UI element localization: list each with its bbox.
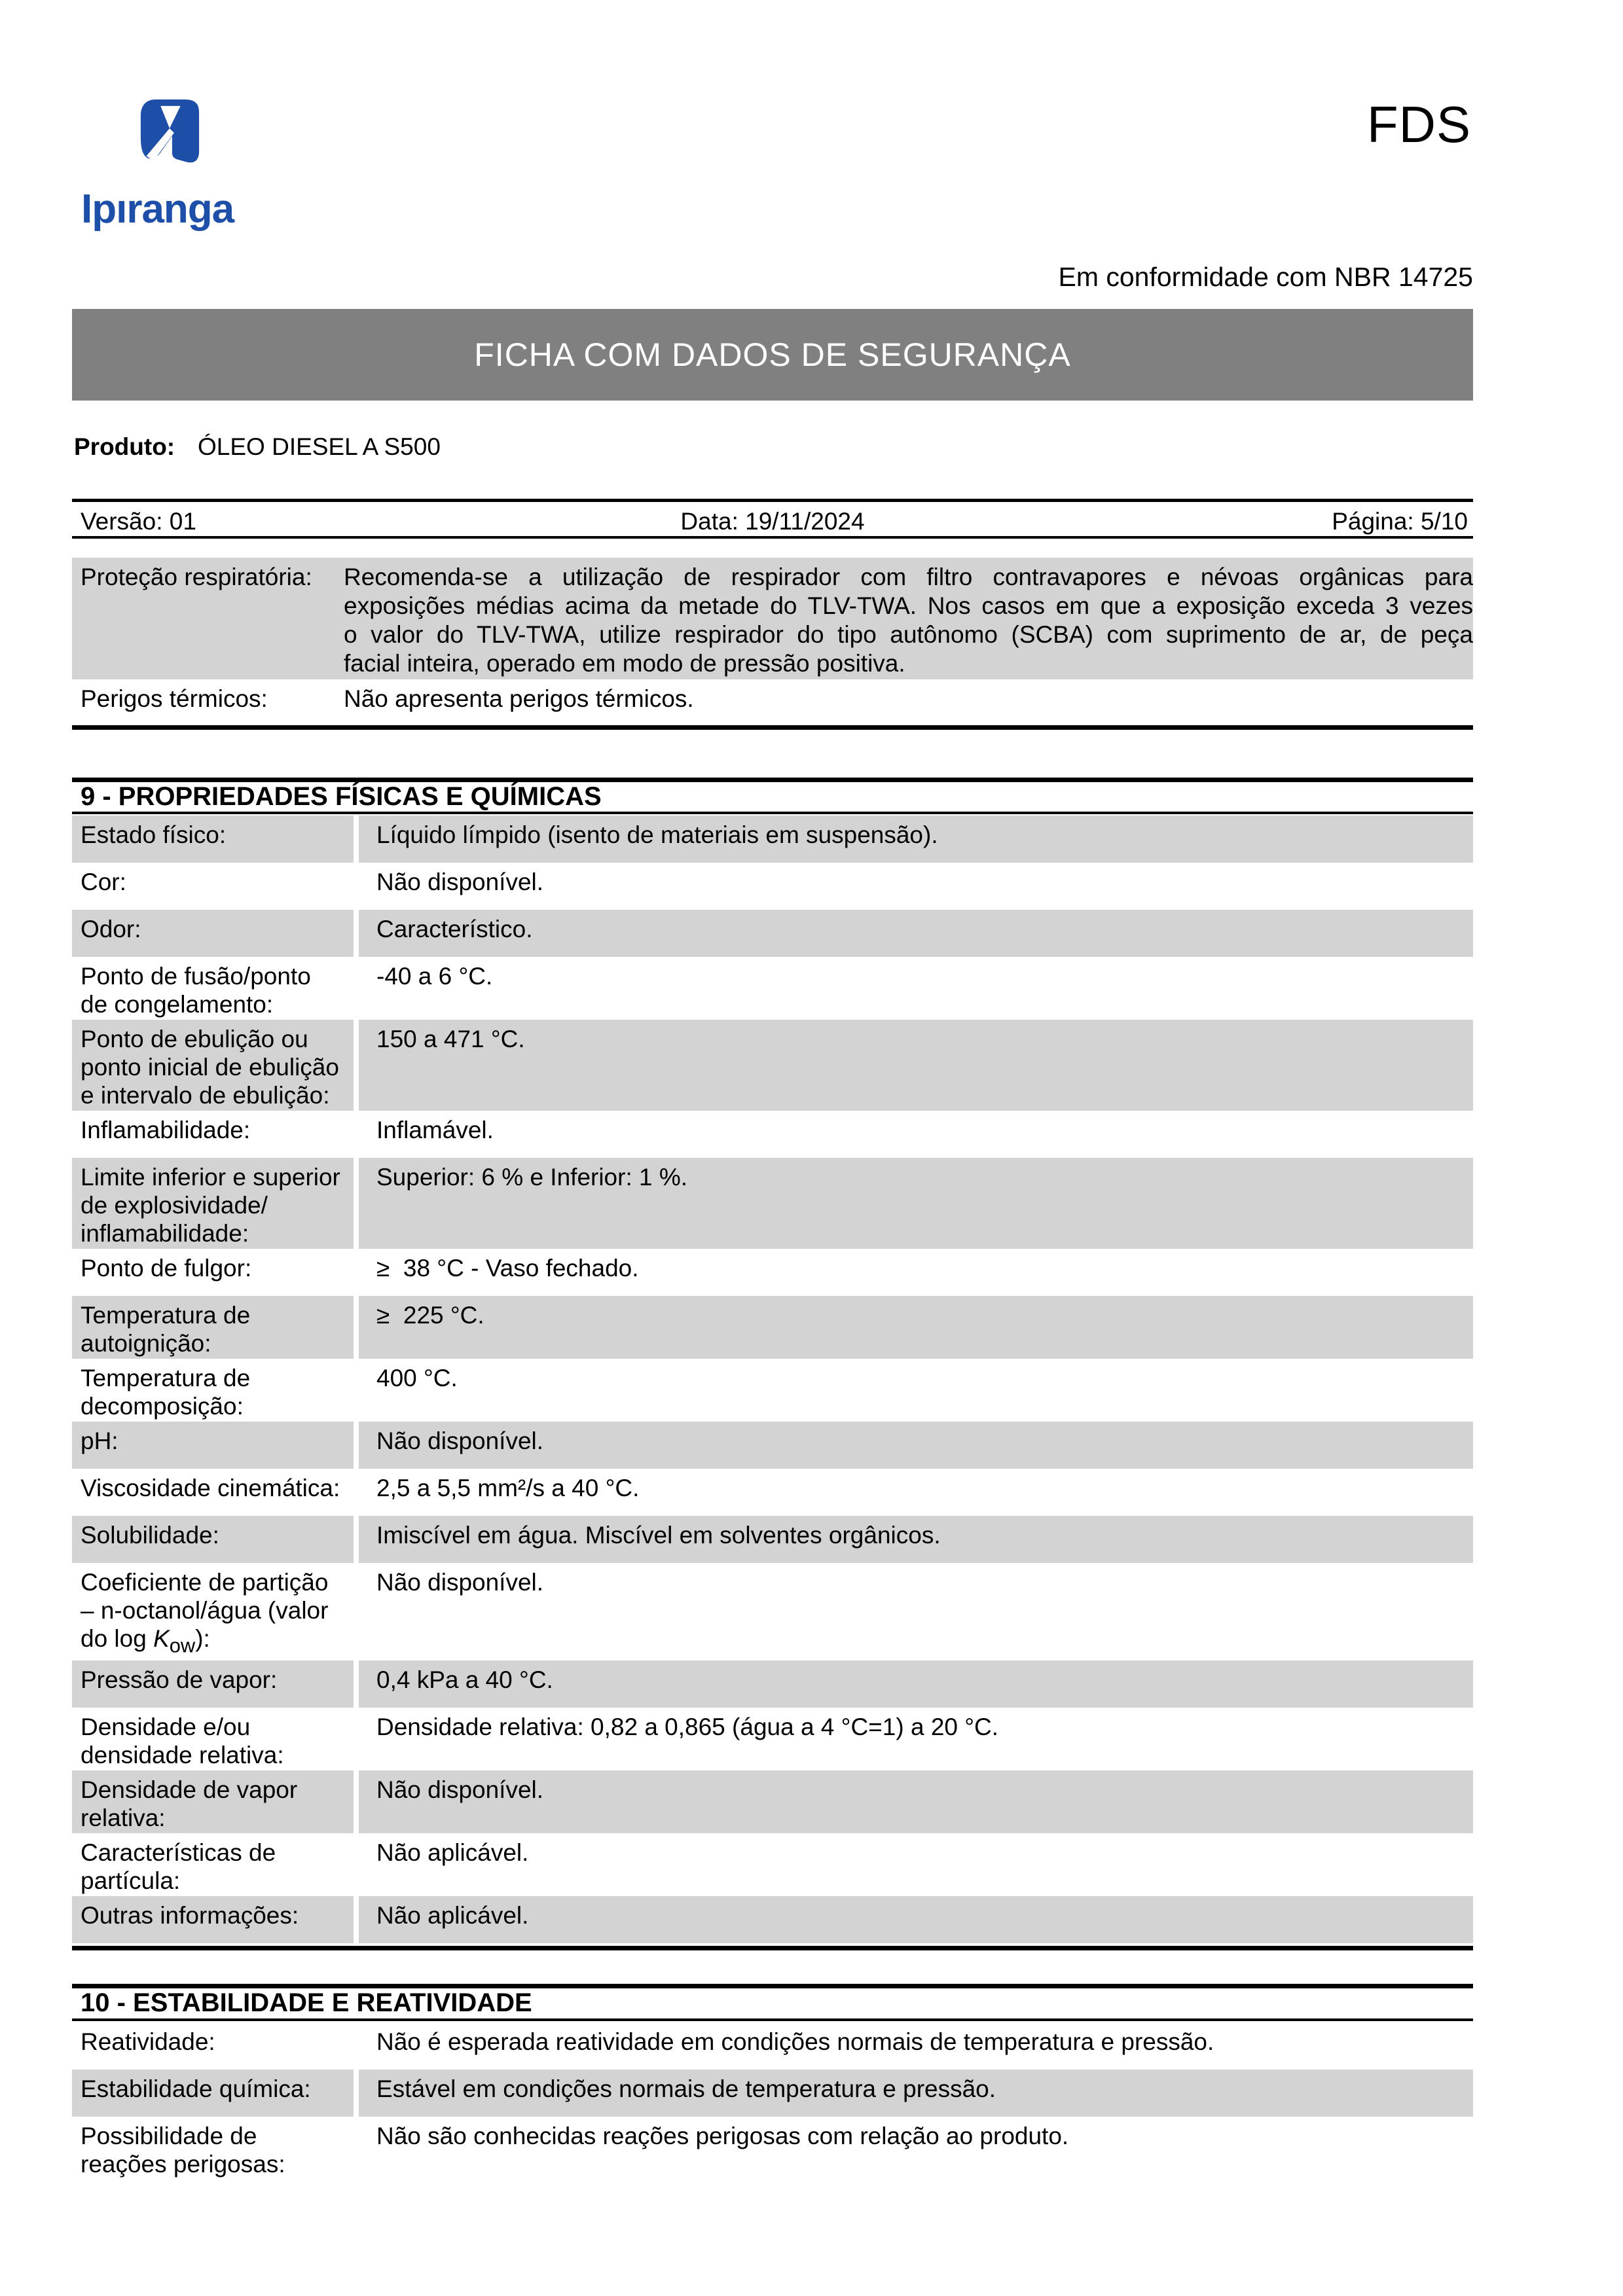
property-row (72, 1111, 1473, 1158)
property-row (72, 1833, 1473, 1896)
property-label: Odor: (72, 910, 354, 957)
property-value: Estável em condições normais de temperatura e pressão. (359, 2070, 1473, 2117)
property-label: Estado físico: (72, 816, 354, 863)
property-value: Característico. (359, 910, 1473, 957)
section-end-rule (72, 725, 1473, 730)
column-divider (354, 1111, 359, 1158)
property-value: ≥ 38 °C - Vaso fechado. (376, 1255, 639, 1282)
stability-reactivity-table (72, 2022, 1473, 2179)
column-divider (354, 1249, 359, 1296)
column-divider (354, 1516, 359, 1563)
property-value: Imiscível em água. Miscível em solventes orgânicos. (359, 1516, 1473, 1563)
value-line: exposições médias acima da metade do TLV-TWA. Nos casos em que a exposição exceda 3 vezes (344, 592, 1473, 619)
property-row (72, 2022, 1473, 2070)
property-label: Reatividade: (81, 2028, 215, 2055)
property-label: Características de partícula: (81, 1839, 276, 1895)
version-field: Versão: 01 (81, 508, 196, 535)
property-label: Temperatura de autoignição: (72, 1296, 354, 1359)
ipiranga-wordmark: Ipıranga (81, 187, 234, 232)
property-value: Não disponível. (376, 869, 544, 895)
property-row (72, 2070, 1473, 2117)
property-row (72, 1516, 1473, 1563)
property-label: Estabilidade química: (72, 2070, 354, 2117)
property-value: Não disponível. (359, 1422, 1473, 1469)
section9-title: 9 - PROPRIEDADES FÍSICAS E QUÍMICAS (81, 782, 602, 811)
property-row (72, 1770, 1473, 1833)
section9-end-rule (72, 1946, 1473, 1950)
property-row (72, 1660, 1473, 1708)
column-divider (354, 1833, 359, 1896)
property-value: 150 a 471 °C. (359, 1020, 1473, 1111)
property-row (72, 863, 1473, 910)
column-divider (354, 1469, 359, 1516)
property-value: Não apresenta perigos térmicos. (344, 685, 694, 712)
property-row (72, 1020, 1473, 1111)
product-value: ÓLEO DIESEL A S500 (198, 433, 441, 460)
document-title: FICHA COM DADOS DE SEGURANÇA (474, 336, 1071, 373)
column-divider (354, 1770, 359, 1833)
section9-underline (72, 812, 1473, 814)
property-row (72, 816, 1473, 863)
value-line: facial inteira, operado em modo de pressão positiva. (344, 650, 905, 677)
property-row (72, 957, 1473, 1020)
property-row (72, 1249, 1473, 1296)
property-value: Não aplicável. (376, 1839, 529, 1867)
property-row (72, 1296, 1473, 1359)
column-divider (354, 1158, 359, 1249)
column-divider (354, 1896, 359, 1943)
property-label: Temperatura de decomposição: (81, 1365, 251, 1420)
property-label: Densidade de vapor relativa: (72, 1770, 354, 1833)
section10-underline (72, 2018, 1473, 2021)
product-label: Produto: (74, 433, 175, 460)
property-row (72, 1359, 1473, 1422)
property-row (72, 679, 1473, 726)
property-row (72, 558, 1473, 679)
property-label: Outras informações: (72, 1896, 354, 1943)
property-value: Não são conhecidas reações perigosas com relação ao produto. (376, 2123, 1069, 2149)
property-value: 0,4 kPa a 40 °C. (359, 1660, 1473, 1708)
property-row (72, 1422, 1473, 1469)
column-divider (354, 1708, 359, 1770)
property-label: Perigos térmicos: (81, 685, 268, 712)
property-value: Não é esperada reatividade em condições normais de temperatura e pressão. (376, 2028, 1214, 2055)
property-row (72, 1469, 1473, 1516)
property-label: Ponto de fulgor: (81, 1255, 252, 1282)
property-label: pH: (72, 1422, 354, 1469)
property-label: Pressão de vapor: (72, 1660, 354, 1708)
property-value: ≥ 225 °C. (359, 1296, 1473, 1359)
exposure-protection-table (72, 558, 1473, 726)
property-label: Limite inferior e superior de explosividade/ inflamabilidade: (72, 1158, 354, 1249)
property-label: Coeficiente de partição – n-octanol/água (valor do $\log K_{ow}$): (81, 1569, 329, 1657)
property-label: Viscosidade cinemática: (81, 1475, 340, 1501)
property-row (72, 1708, 1473, 1770)
property-label: Possibilidade de reações perigosas: (81, 2123, 285, 2178)
property-row (72, 910, 1473, 957)
property-label: Ponto de ebulição ou ponto inicial de ebulição e intervalo de ebulição: (72, 1020, 354, 1111)
property-value: Não disponível. (376, 1569, 544, 1596)
column-divider (354, 910, 359, 957)
property-row (72, 1158, 1473, 1249)
property-value: 400 °C. (376, 1365, 458, 1391)
column-divider (354, 2022, 359, 2070)
ipiranga-logo-icon (137, 97, 202, 170)
property-value (334, 558, 1473, 679)
column-divider (354, 2117, 359, 2179)
column-divider (354, 1563, 359, 1660)
page-field: Página: 5/10 (1332, 508, 1468, 535)
property-label: Inflamabilidade: (81, 1117, 251, 1143)
value-line: o valor do TLV-TWA, utilize respirador do tipo autônomo (SCBA) com suprimento de ar, de peça (344, 621, 1473, 648)
column-divider (354, 1359, 359, 1422)
document-title-bar (72, 309, 1473, 401)
value-line: Recomenda-se a utilização de respirador com filtro contravapores e névoas orgânicas para (344, 564, 1473, 590)
property-value: Líquido límpido (isento de materiais em suspensão). (359, 816, 1473, 863)
property-label: Cor: (81, 869, 126, 895)
compliance-note: Em conformidade com NBR 14725 (1058, 262, 1473, 292)
date-field: Data: 19/11/2024 (680, 508, 865, 535)
column-divider (354, 957, 359, 1020)
product-row (74, 433, 1475, 461)
column-divider (354, 1296, 359, 1359)
section10-top-rule (72, 1984, 1473, 1988)
meta-strip (72, 499, 1473, 539)
property-label: Proteção respiratória: (72, 558, 334, 679)
column-divider (354, 2070, 359, 2117)
column-divider (354, 1020, 359, 1111)
property-row (72, 1563, 1473, 1660)
property-row (72, 1896, 1473, 1943)
property-label: Densidade e/ou densidade relativa: (81, 1713, 284, 1769)
section9-top-rule (72, 778, 1473, 782)
property-value: Não disponível. (359, 1770, 1473, 1833)
column-divider (354, 816, 359, 863)
section10-title: 10 - ESTABILIDADE E REATIVIDADE (81, 1988, 532, 2017)
column-divider (354, 863, 359, 910)
property-label: Solubilidade: (72, 1516, 354, 1563)
column-divider (354, 1660, 359, 1708)
property-value: 2,5 a 5,5 mm²/s a 40 °C. (376, 1475, 640, 1501)
property-value: -40 a 6 °C. (376, 963, 493, 990)
physical-chemical-properties-table (72, 816, 1473, 1943)
column-divider (354, 1422, 359, 1469)
property-row (72, 2117, 1473, 2179)
property-value: Não aplicável. (359, 1896, 1473, 1943)
property-value: Densidade relativa: 0,82 a 0,865 (água a 4 °C=1) a 20 °C. (376, 1713, 999, 1741)
property-label: Ponto de fusão/ponto de congelamento: (81, 963, 311, 1018)
property-value: Inflamável. (376, 1117, 494, 1143)
doc-type-heading: FDS (1367, 96, 1471, 153)
property-value: Superior: 6 % e Inferior: 1 %. (359, 1158, 1473, 1249)
